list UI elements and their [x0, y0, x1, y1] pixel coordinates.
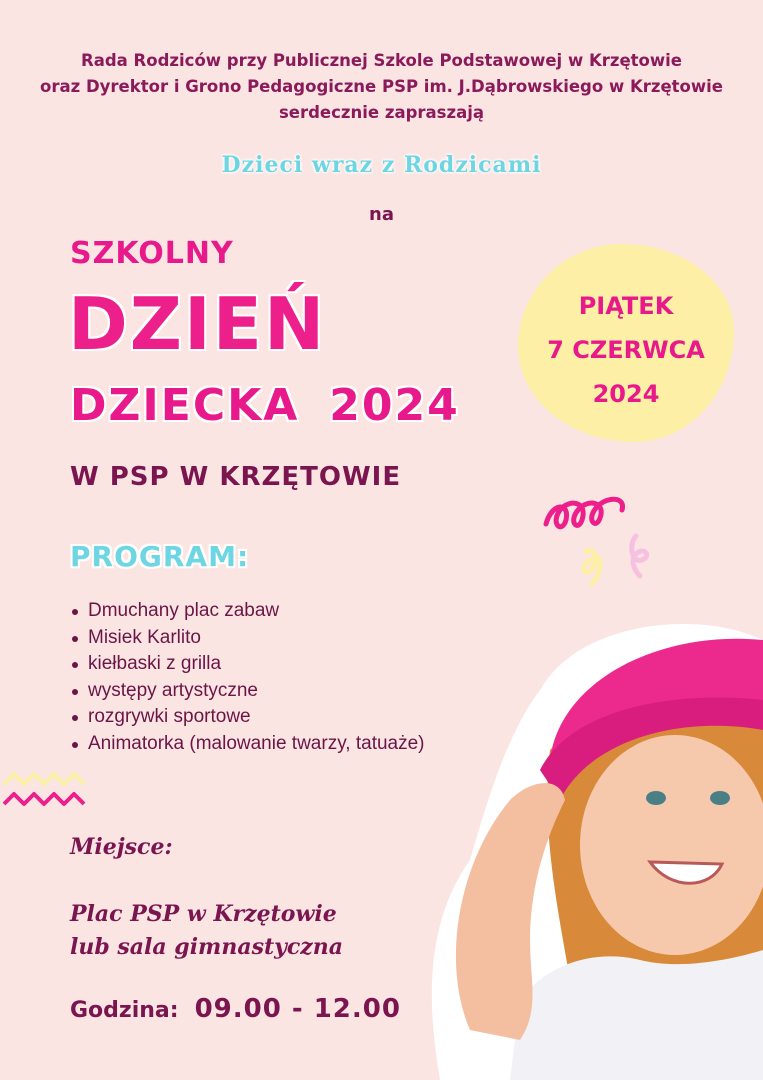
program-item: Misiek Karlito: [70, 625, 425, 652]
place-line-2: lub sala gimnastyczna: [70, 934, 344, 960]
date-day: PIĄTEK: [578, 292, 674, 320]
time-row: [70, 994, 401, 1024]
place-value: [70, 898, 343, 964]
place-label: Miejsce:: [70, 834, 173, 860]
header-line-2: oraz Dyrektor i Grono Pedagogiczne PSP im. J.Dąbrowskiego w Krzętowie: [40, 77, 723, 96]
title-szkolny: SZKOLNY: [70, 236, 234, 271]
header-line-1: Rada Rodziców przy Publicznej Szkole Podstawowej w Krzętowie: [81, 51, 682, 70]
place-line-1: Plac PSP w Krzętowie: [70, 901, 337, 927]
swirl-decoration-icon: [540, 488, 670, 598]
program-item: rozgrywki sportowe: [70, 704, 425, 731]
child-photo: [400, 600, 763, 1080]
title-location: W PSP W KRZĘTOWIE: [70, 462, 402, 492]
title-year: 2024: [329, 380, 460, 431]
program-list: [70, 598, 425, 757]
date-date: 7 CZERWCA: [547, 336, 705, 364]
program-item: Animatorka (malowanie twarzy, tatuaże): [70, 731, 425, 758]
date-year: 2024: [592, 380, 660, 408]
na-word: na: [369, 204, 394, 225]
header-line-3: serdecznie zapraszają: [278, 103, 485, 122]
title-dziecka: DZIECKA: [70, 380, 300, 431]
program-heading: PROGRAM:: [70, 540, 250, 573]
program-item: Dmuchany plac zabaw: [70, 598, 425, 625]
time-label: Godzina:: [70, 998, 179, 1023]
title-dzien: DZIEŃ: [68, 282, 327, 366]
program-item: występy artystyczne: [70, 678, 425, 705]
zigzag-decoration-icon: [0, 768, 90, 812]
date-block: [518, 284, 734, 416]
invitation-header: [0, 48, 763, 126]
title-dziecka-row: [70, 380, 460, 431]
subtitle: Dzieci wraz z Rodzicami: [221, 152, 542, 178]
time-value: 09.00 - 12.00: [194, 994, 401, 1024]
program-item: kiełbaski z grilla: [70, 651, 425, 678]
